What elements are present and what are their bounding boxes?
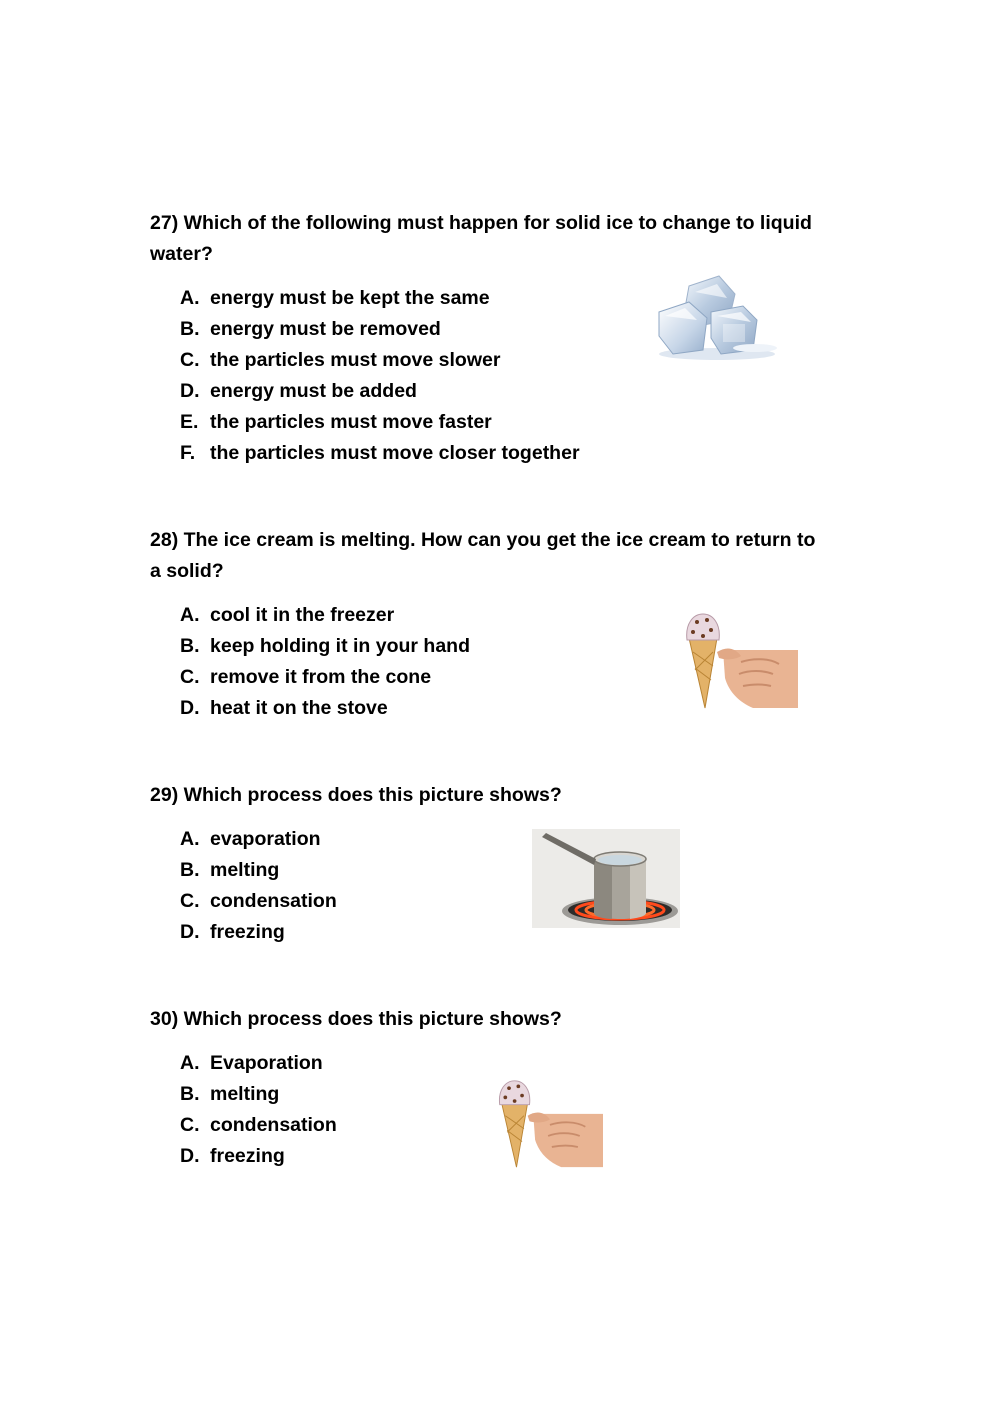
option-text: heat it on the stove [210,697,388,719]
option-c [150,886,830,917]
pot-on-burner-icon [532,829,680,928]
option-text: freezing [210,921,285,943]
option-text: melting [210,859,280,881]
option-a [150,824,830,855]
question-text: 29) Which process does this picture shows? [150,784,562,806]
option-d [150,376,830,407]
question-text: 27) Which of the following must happen for solid ice to change to liquid water? [150,212,812,265]
option-c [150,1110,830,1141]
option-text: energy must be kept the same [210,287,490,309]
option-letter: C. [180,890,200,912]
question-30 [150,1004,830,1172]
option-text: the particles must move faster [210,411,492,433]
option-f [150,438,830,469]
option-letter: D. [180,697,200,719]
ice-cream-cone-icon [683,612,798,710]
option-letter: B. [180,1083,200,1105]
option-e [150,407,830,438]
option-letter: B. [180,635,200,657]
ice-cream-cone-icon [496,1079,603,1169]
option-text: condensation [210,1114,337,1136]
option-letter: C. [180,1114,200,1136]
question-text: 28) The ice cream is melting. How can you get the ice cream to return to a solid? [150,529,816,582]
option-letter: C. [180,666,200,688]
option-letter: B. [180,318,200,340]
option-letter: D. [180,380,200,402]
option-text: melting [210,1083,280,1105]
option-letter: C. [180,349,200,371]
option-text: the particles must move closer together [210,442,580,464]
option-letter: D. [180,921,200,943]
option-d [150,1141,830,1172]
option-text: energy must be added [210,380,417,402]
option-a [150,1048,830,1079]
ice-cream-cone-image [496,1079,603,1169]
option-letter: A. [180,604,200,626]
option-text: remove it from the cone [210,666,432,688]
ice-cream-cone-image [683,612,798,710]
option-b [150,1079,830,1110]
option-text: Evaporation [210,1052,323,1074]
question-29 [150,780,830,948]
option-letter: B. [180,859,200,881]
ice-cubes-icon [655,272,780,372]
option-d [150,917,830,948]
option-letter: E. [180,411,199,433]
option-text: keep holding it in your hand [210,635,471,657]
option-text: freezing [210,1145,285,1167]
option-text: energy must be removed [210,318,441,340]
option-letter: D. [180,1145,200,1167]
option-letter: A. [180,287,200,309]
option-text: the particles must move slower [210,349,501,371]
option-b [150,855,830,886]
option-letter: A. [180,828,200,850]
option-list [150,824,830,948]
question-text: 30) Which process does this picture shows? [150,1008,562,1030]
pot-on-stove-image [532,829,680,928]
option-letter: F. [180,442,196,464]
option-letter: A. [180,1052,200,1074]
ice-cubes-image [655,272,780,372]
option-text: cool it in the freezer [210,604,395,626]
option-list [150,1048,830,1172]
option-text: condensation [210,890,337,912]
option-text: evaporation [210,828,321,850]
